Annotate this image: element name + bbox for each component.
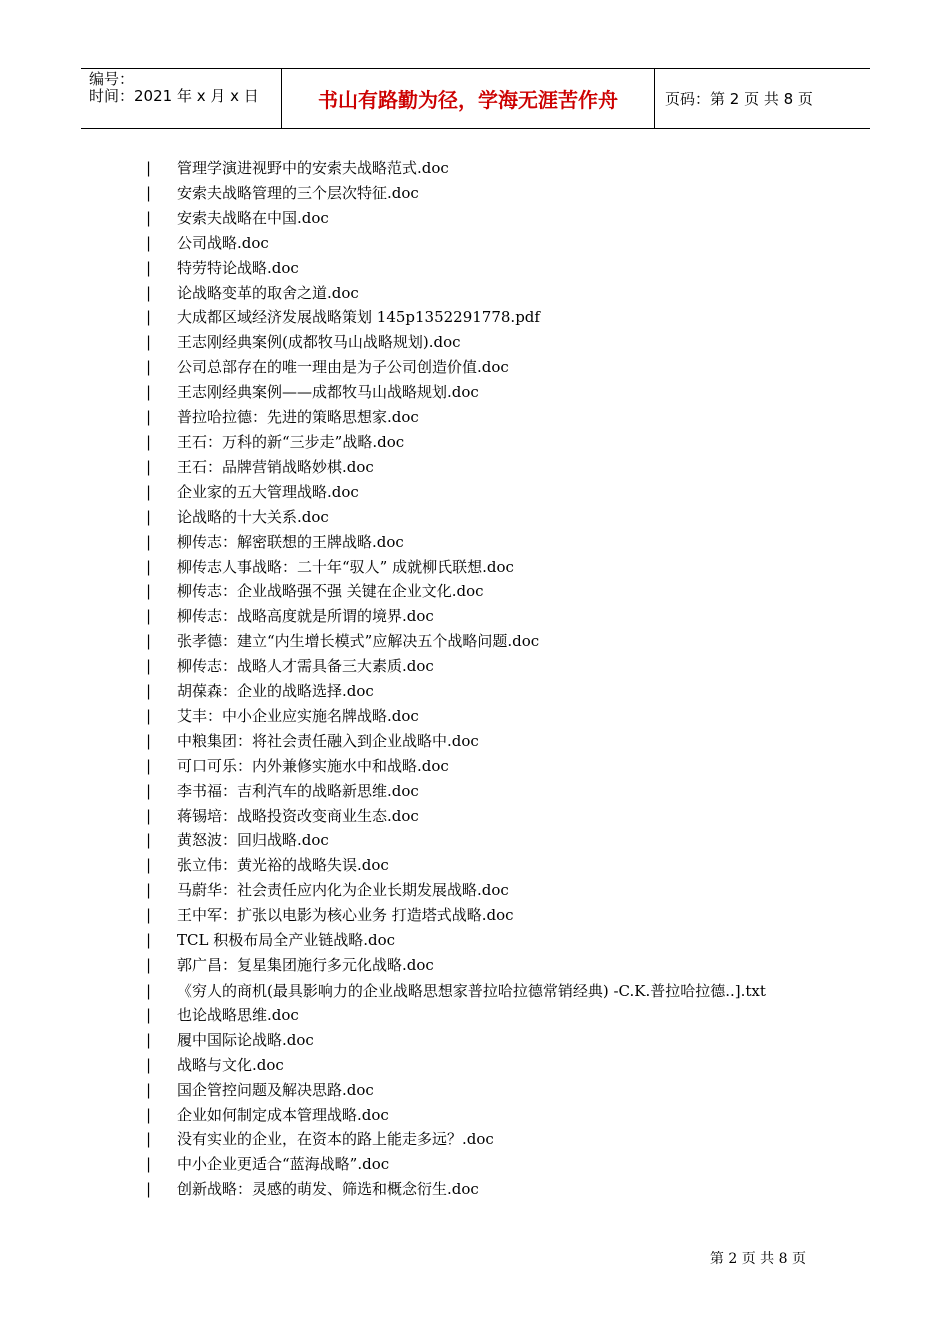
list-item <box>146 978 814 1003</box>
list-item <box>146 1028 814 1053</box>
file-name: 王石：万科的新“三步走”战略.doc <box>177 432 405 451</box>
header-number-label: 编号： <box>89 70 135 88</box>
list-item <box>146 828 814 853</box>
file-name: 柳传志：战略高度就是所谓的境界.doc <box>177 607 434 626</box>
tree-bar-glyph: | <box>146 233 152 252</box>
list-item <box>146 156 814 181</box>
file-name: 没有实业的企业，在资本的路上能走多远？.doc <box>177 1130 494 1149</box>
tree-bar-glyph: | <box>146 781 152 800</box>
tree-bar-glyph: | <box>146 706 152 725</box>
file-name: 柳传志：战略人才需具备三大素质.doc <box>177 657 434 676</box>
file-name: 可口可乐：内外兼修实施水中和战略.doc <box>177 756 449 775</box>
file-name: 安索夫战略在中国.doc <box>177 208 329 227</box>
tree-bar-glyph: | <box>146 1130 152 1149</box>
list-item <box>146 704 814 729</box>
list-item <box>146 480 814 505</box>
list-item <box>146 754 814 779</box>
tree-bar-glyph: | <box>146 283 152 302</box>
tree-bar-glyph: | <box>146 507 152 526</box>
tree-bar-glyph: | <box>146 1155 152 1174</box>
tree-bar-glyph: | <box>146 358 152 377</box>
list-item <box>146 530 814 555</box>
list-item <box>146 281 814 306</box>
tree-bar-glyph: | <box>146 1030 152 1049</box>
tree-bar-glyph: | <box>146 333 152 352</box>
list-item <box>146 256 814 281</box>
list-item <box>146 355 814 380</box>
header-time-label: 时间：2021 年 x 月 x 日 <box>89 87 259 105</box>
tree-bar-glyph: | <box>146 1080 152 1099</box>
page-header <box>81 68 870 129</box>
file-name: 蒋锡培：战略投资改变商业生态.doc <box>177 806 419 825</box>
tree-bar-glyph: | <box>146 607 152 626</box>
list-item <box>146 405 814 430</box>
tree-bar-glyph: | <box>146 906 152 925</box>
list-item <box>146 604 814 629</box>
tree-bar-glyph: | <box>146 582 152 601</box>
file-name: 论战略变革的取舍之道.doc <box>177 283 359 302</box>
list-item <box>146 1152 814 1177</box>
file-name: 履中国际论战略.doc <box>177 1030 314 1049</box>
file-name: 创新战略：灵感的萌发、筛选和概念衍生.doc <box>177 1180 479 1199</box>
file-name: 论战略的十大关系.doc <box>177 507 329 526</box>
file-name: 企业家的五大管理战略.doc <box>177 482 359 501</box>
tree-bar-glyph: | <box>146 482 152 501</box>
file-name: 张立伟：黄光裕的战略失误.doc <box>177 856 389 875</box>
list-item <box>146 853 814 878</box>
header-meta <box>81 69 282 128</box>
page-footer: 第 2 页 共 8 页 <box>709 1251 806 1267</box>
file-name: 国企管控问题及解决思路.doc <box>177 1080 374 1099</box>
tree-bar-glyph: | <box>146 532 152 551</box>
tree-bar-glyph: | <box>146 208 152 227</box>
file-name: 大成都区域经济发展战略策划 145p1352291778.pdf <box>177 308 540 327</box>
list-item <box>146 1003 814 1028</box>
file-name: 《穷人的商机(最具影响力的企业战略思想家普拉哈拉德常销经典) -C.K.普拉哈拉德..].txt <box>177 981 766 1000</box>
tree-bar-glyph: | <box>146 1055 152 1074</box>
tree-bar-glyph: | <box>146 432 152 451</box>
file-list <box>146 156 814 1202</box>
header-page-code: 页码：第 2 页 共 8 页 <box>665 90 813 108</box>
tree-bar-glyph: | <box>146 831 152 850</box>
list-item <box>146 654 814 679</box>
tree-bar-glyph: | <box>146 1105 152 1124</box>
file-name: 也论战略思维.doc <box>177 1005 299 1024</box>
tree-bar-glyph: | <box>146 931 152 950</box>
file-name: 柳传志人事战略：二十年“驭人” 成就柳氏联想.doc <box>177 557 514 576</box>
file-name: 黄怒波：回归战略.doc <box>177 831 329 850</box>
list-item <box>146 729 814 754</box>
file-name: 公司总部存在的唯一理由是为子公司创造价值.doc <box>177 358 509 377</box>
list-item <box>146 330 814 355</box>
tree-bar-glyph: | <box>146 258 152 277</box>
tree-bar-glyph: | <box>146 657 152 676</box>
tree-bar-glyph: | <box>146 856 152 875</box>
list-item <box>146 430 814 455</box>
list-item <box>146 1177 814 1202</box>
file-name: 艾丰：中小企业应实施名牌战略.doc <box>177 706 419 725</box>
tree-bar-glyph: | <box>146 1005 152 1024</box>
tree-bar-glyph: | <box>146 632 152 651</box>
list-item <box>146 206 814 231</box>
file-name: 柳传志：企业战略强不强 关键在企业文化.doc <box>177 582 484 601</box>
tree-bar-glyph: | <box>146 981 152 1000</box>
file-name: 王石：品牌营销战略妙棋.doc <box>177 457 374 476</box>
file-name: 安索夫战略管理的三个层次特征.doc <box>177 183 419 202</box>
list-item <box>146 928 814 953</box>
tree-bar-glyph: | <box>146 956 152 974</box>
tree-bar-glyph: | <box>146 881 152 900</box>
file-name: 马蔚华：社会责任应内化为企业长期发展战略.doc <box>177 881 509 900</box>
file-name: 张孝德：建立“内生增长模式”应解决五个战略问题.doc <box>177 632 540 651</box>
list-item <box>146 878 814 903</box>
file-name: 王志刚经典案例(成都牧马山战略规划).doc <box>177 333 461 352</box>
file-name: TCL 积极布局全产业链战略.doc <box>177 931 396 950</box>
list-item <box>146 1103 814 1128</box>
list-item <box>146 1078 814 1103</box>
list-item <box>146 555 814 580</box>
tree-bar-glyph: | <box>146 756 152 775</box>
list-item <box>146 953 814 978</box>
header-motto: 书山有路勤为径，学海无涯苦作舟 <box>282 69 655 128</box>
file-name: 中粮集团：将社会责任融入到企业战略中.doc <box>177 731 479 750</box>
tree-bar-glyph: | <box>146 1180 152 1199</box>
tree-bar-glyph: | <box>146 183 152 202</box>
list-item <box>146 1127 814 1152</box>
list-item <box>146 579 814 604</box>
tree-bar-glyph: | <box>146 731 152 750</box>
list-item <box>146 181 814 206</box>
file-name: 企业如何制定成本管理战略.doc <box>177 1105 389 1124</box>
tree-bar-glyph: | <box>146 159 152 177</box>
tree-bar-glyph: | <box>146 682 152 701</box>
file-name: 管理学演进视野中的安索夫战略范式.doc <box>177 159 449 177</box>
tree-bar-glyph: | <box>146 308 152 327</box>
list-item <box>146 629 814 654</box>
file-name: 郭广昌：复星集团施行多元化战略.doc <box>177 956 434 974</box>
file-name: 普拉哈拉德：先进的策略思想家.doc <box>177 408 419 427</box>
file-name: 李书福：吉利汽车的战略新思维.doc <box>177 781 419 800</box>
file-name: 中小企业更适合“蓝海战略”.doc <box>177 1155 390 1174</box>
list-item <box>146 679 814 704</box>
list-item <box>146 779 814 804</box>
list-item <box>146 455 814 480</box>
tree-bar-glyph: | <box>146 806 152 825</box>
tree-bar-glyph: | <box>146 457 152 476</box>
file-name: 柳传志：解密联想的王牌战略.doc <box>177 532 404 551</box>
list-item <box>146 804 814 829</box>
tree-bar-glyph: | <box>146 408 152 427</box>
tree-bar-glyph: | <box>146 383 152 402</box>
file-name: 王志刚经典案例——成都牧马山战略规划.doc <box>177 383 479 402</box>
file-name: 战略与文化.doc <box>177 1055 284 1074</box>
file-name: 王中军：扩张以电影为核心业务 打造塔式战略.doc <box>177 906 514 925</box>
file-name: 胡葆森：企业的战略选择.doc <box>177 682 374 701</box>
list-item <box>146 505 814 530</box>
list-item <box>146 903 814 928</box>
list-item <box>146 305 814 330</box>
list-item <box>146 1053 814 1078</box>
list-item <box>146 231 814 256</box>
list-item <box>146 380 814 405</box>
file-name: 特劳特论战略.doc <box>177 258 299 277</box>
tree-bar-glyph: | <box>146 557 152 576</box>
file-name: 公司战略.doc <box>177 233 269 252</box>
